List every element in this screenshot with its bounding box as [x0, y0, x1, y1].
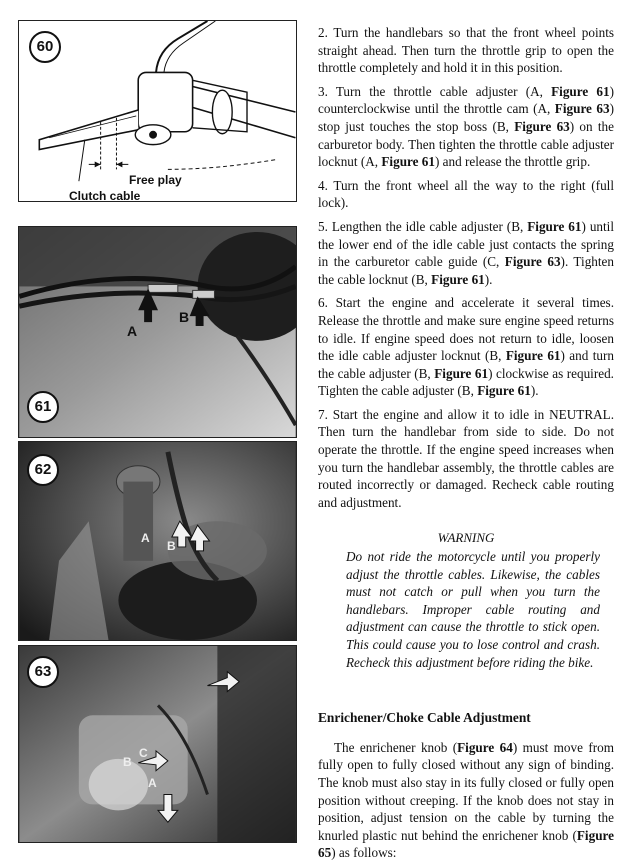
figure-ref: Figure 61 — [551, 83, 610, 99]
step-5-text: 5. Lengthen the idle cable adjuster (B, — [318, 218, 528, 234]
step-3-text: ) and release the throttle grip. — [434, 154, 591, 170]
figure-ref: Figure 64 — [457, 739, 513, 755]
figure-ref: Figure 63 — [554, 101, 610, 117]
figure-63-throttle-cam-photo — [18, 645, 297, 843]
throttle-cables-photo — [19, 227, 296, 437]
clutch-cable-label: Clutch cable — [69, 189, 141, 202]
step-7: 7. Start the engine and allow it to idle in NEUTRAL. Then turn the handlebar from side to side. Do not operate the throttle. If the engine speed increases when you turn the handlebar assembly, the throttle cables are routed incorrectly or damaged. Recheck cable routing and adjustment. — [318, 406, 614, 510]
step-3-text: ) stop just touches the stop boss (B, — [318, 101, 614, 134]
step-6-text: ) and turn the cable adjuster (B, — [318, 348, 614, 381]
section-heading: Enrichener/Choke Cable Adjustment — [318, 710, 531, 726]
step-6-text: ) clockwise as required. Tighten the cable adjuster (B, — [318, 365, 614, 399]
carburetor-cables-photo — [19, 442, 296, 640]
step-4: 4. Turn the front wheel all the way to the right (full lock). — [318, 177, 614, 211]
step-6-text: 6. Start the engine and accelerate it several times. Release the throttle and make sure engine speed returns to idle. If engine speed does not return to idle, loosen the idle cable adjuster locknut (B, — [318, 295, 614, 364]
step-3-text: ) on the carburetor body. Then tighten the throttle cable adjuster locknut (A, — [318, 118, 614, 170]
figure-ref: Figure 61 — [477, 383, 531, 399]
figure-ref: Figure 61 — [431, 271, 485, 287]
figure-61-throttle-cables-photo — [18, 226, 297, 438]
figure-number-61: 61 — [27, 391, 59, 423]
label-b: B — [179, 309, 190, 325]
step-5-text: ). Tighten the cable locknut (B, — [318, 254, 614, 287]
figure-ref: Figure 63 — [504, 254, 561, 270]
figure-ref: Figure 61 — [527, 218, 582, 234]
instruction-column — [318, 24, 614, 868]
step-6 — [318, 294, 614, 400]
step-5-text: ). — [484, 271, 493, 287]
free-play-label: Free play — [129, 173, 182, 187]
figure-number-60: 60 — [29, 31, 61, 63]
figure-number-63: 63 — [27, 656, 59, 688]
label-a: A — [127, 323, 138, 339]
step-5-text: ) until the lower end of the idle cable just contacts the spring in the carburetor cable guide (C, — [318, 218, 614, 270]
figure-62-carburetor-photo — [18, 441, 297, 641]
label-a: A — [148, 776, 157, 790]
paragraph-text: ) as follows: — [331, 845, 397, 861]
label-b: B — [123, 755, 132, 769]
paragraph-text: The enrichener knob ( — [334, 739, 458, 755]
warning-box — [318, 529, 614, 671]
step-2: 2. Turn the handlebars so that the front wheel points straight ahead. Then turn the throttle grip to open the throttle completely and hold it in this position. — [318, 25, 614, 76]
figure-60-clutch-diagram — [18, 20, 297, 202]
step-6-text: ). — [530, 383, 539, 399]
step-3 — [318, 83, 614, 171]
figure-ref: Figure 63 — [514, 118, 570, 134]
warning-body: Do not ride the motorcycle until you properly adjust the throttle cables. Likewise, the cables must not catch or pull when you turn the handlebars. Improper cable routing and adjustment can cause the throttle to stick open. This could cause you to lose control and crash. Recheck this adjustment before riding the bike. — [346, 549, 600, 670]
warning-title: WARNING — [437, 530, 495, 546]
figure-number-62: 62 — [27, 454, 59, 486]
enrichener-paragraph — [318, 739, 614, 862]
figure-ref: Figure 61 — [381, 154, 435, 170]
label-b: B — [167, 539, 176, 553]
label-c: C — [139, 746, 148, 760]
throttle-cam-photo — [19, 646, 296, 842]
step-3-text: 3. Turn the throttle cable adjuster (A, — [318, 83, 552, 99]
paragraph-text: ) must move from fully open to fully closed without any sign of binding. The knob must also stay in its fully closed or fully open position without creeping. If the knob does not stay in position, adjust tension on the cable by turning the knurled plastic nut behind the enrichener knob ( — [318, 739, 614, 843]
figure-ref: Figure 61 — [505, 348, 561, 364]
label-a: A — [141, 531, 150, 545]
step-5 — [318, 218, 614, 288]
step-3-text: ) counterclockwise until the throttle cam (A, — [318, 83, 615, 117]
figure-ref: Figure 61 — [434, 365, 489, 381]
figure-ref: Figure 65 — [318, 827, 614, 861]
